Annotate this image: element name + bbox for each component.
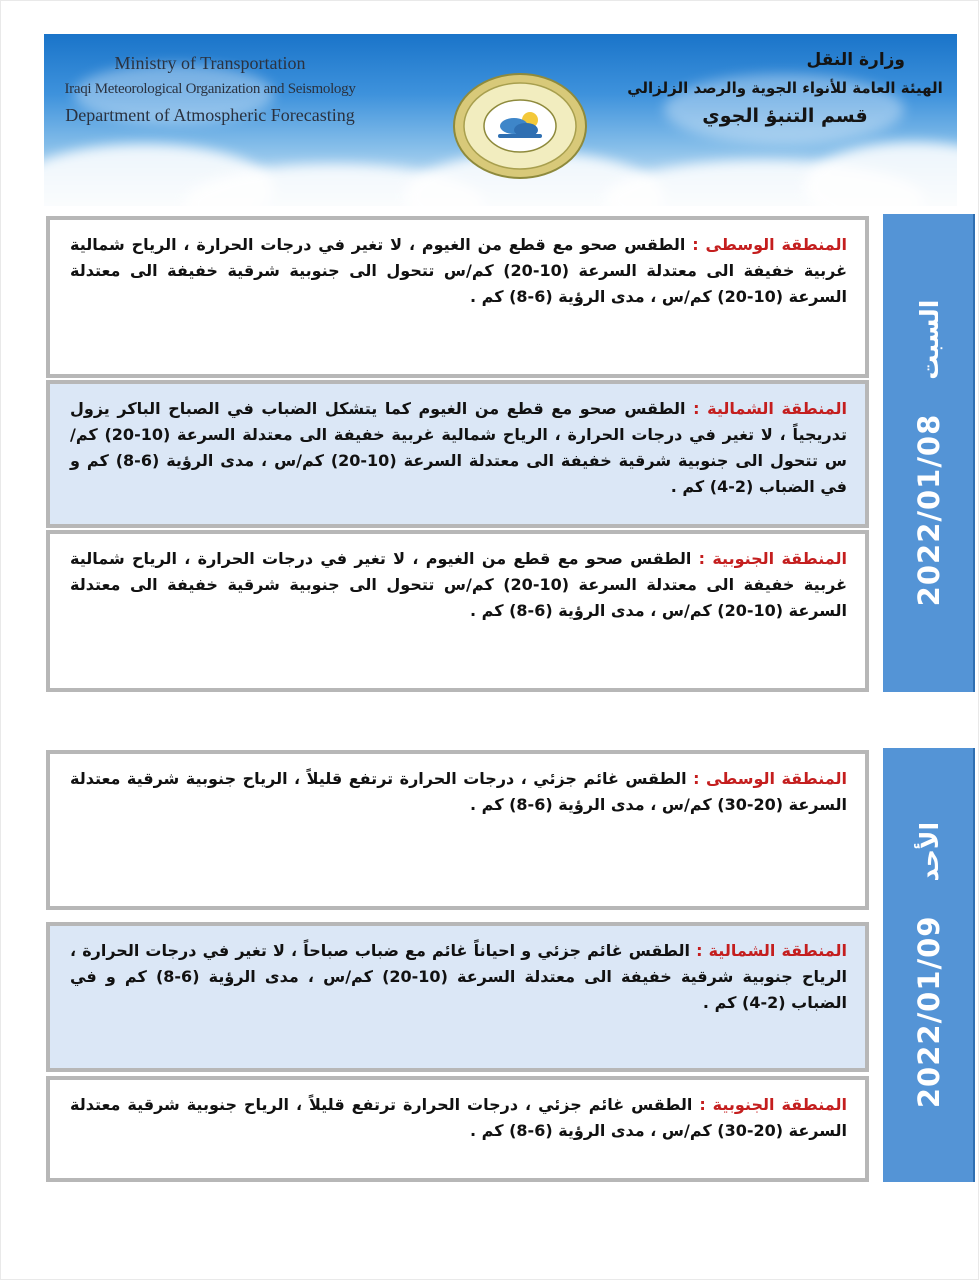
ministry-name-ar: وزارة النقل xyxy=(806,50,905,70)
ministry-name-en: Ministry of Transportation xyxy=(114,53,306,73)
forecast-date: 2022/01/08 xyxy=(912,413,946,607)
region-forecast-text: الطقس صحو مع قطع من الغيوم ، لا تغير في درجات الحرارة ، الرياح شمالية غربية خفيفة الى معتدلة السرعة (10-20) كم/س تتحول الى جنوبية شرقية خفيفة الى معتدلة السرعة (10-20) كم/س ، مدى الرؤية (6-8) كم . xyxy=(70,549,848,620)
organization-name-en: Iraqi Meteorological Organization and Seismology xyxy=(64,81,356,97)
forecast-date: 2022/01/09 xyxy=(912,915,946,1109)
region-forecast-text: الطقس غائم جزئي و احياناً غائم مع ضباب صباحاً ، لا تغير في درجات الحرارة ، الرياح جنوبية شرقية خفيفة الى معتدلة السرعة (10-20) كم/س ، مدى الرؤية (6-8) كم و في الضباب (2-4) كم . xyxy=(70,941,847,1012)
region-forecast-text: الطقس غائم جزئي ، درجات الحرارة ترتفع قليلاً ، الرياح جنوبية شرقية معتدلة السرعة (20-30) كم/س ، مدى الرؤية (6-8) كم . xyxy=(70,1095,847,1140)
region-label: المنطقة الوسطى : xyxy=(692,235,848,254)
header-english-text xyxy=(60,50,360,128)
region-label: المنطقة الجنوبية : xyxy=(699,1095,847,1114)
header-arabic-text xyxy=(625,46,945,130)
region-forecast-text: الطقس صحو مع قطع من الغيوم كما يتشكل الضباب في الصباح الباكر يزول تدريجياً ، لا تغير في درجات الحرارة ، الرياح شمالية غربية خفيفة الى معتدلة السرعة (10-20) كم/س تتحول الى جنوبية شرقية خفيفة الى معتدلة السرعة (10-20) كم/س ، مدى الرؤية (6-8) كم و في الضباب (2-4) كم . xyxy=(70,399,848,496)
date-strip xyxy=(883,214,975,692)
cloud-sun-emblem-icon xyxy=(450,70,590,182)
header-banner xyxy=(44,34,957,206)
department-name-ar: قسم التنبؤ الجوي xyxy=(702,105,868,127)
department-name-en: Department of Atmospheric Forecasting xyxy=(65,105,355,125)
region-forecast-text: الطقس غائم جزئي ، درجات الحرارة ترتفع قليلاً ، الرياح جنوبية شرقية معتدلة السرعة (20-30) كم/س ، مدى الرؤية (6-8) كم . xyxy=(70,769,847,814)
forecast-day-name: السبت xyxy=(914,299,944,380)
region-central-day1 xyxy=(46,216,869,378)
region-north-day1 xyxy=(46,380,869,528)
region-north-day2 xyxy=(46,922,869,1072)
organization-name-ar: الهيئة العامة للأنواء الجوية والرصد الزلزالي xyxy=(627,79,943,97)
region-label: المنطقة الشمالية : xyxy=(693,399,848,418)
forecast-day-2 xyxy=(46,748,977,1182)
forecast-day-1 xyxy=(46,214,977,692)
region-label: المنطقة الوسطى : xyxy=(693,769,848,788)
region-label: المنطقة الجنوبية : xyxy=(698,549,847,568)
forecast-day-name: الأحد xyxy=(914,821,944,882)
date-strip xyxy=(883,748,975,1182)
region-central-day2 xyxy=(46,750,869,910)
region-south-day2 xyxy=(46,1076,869,1182)
region-label: المنطقة الشمالية : xyxy=(696,941,848,960)
region-south-day1 xyxy=(46,530,869,692)
region-forecast-text: الطقس صحو مع قطع من الغيوم ، لا تغير في درجات الحرارة ، الرياح شمالية غربية خفيفة الى معتدلة السرعة (10-20) كم/س تتحول الى جنوبية شرقية خفيفة الى معتدلة السرعة (10-20) كم/س ، مدى الرؤية (6-8) كم . xyxy=(70,235,848,306)
